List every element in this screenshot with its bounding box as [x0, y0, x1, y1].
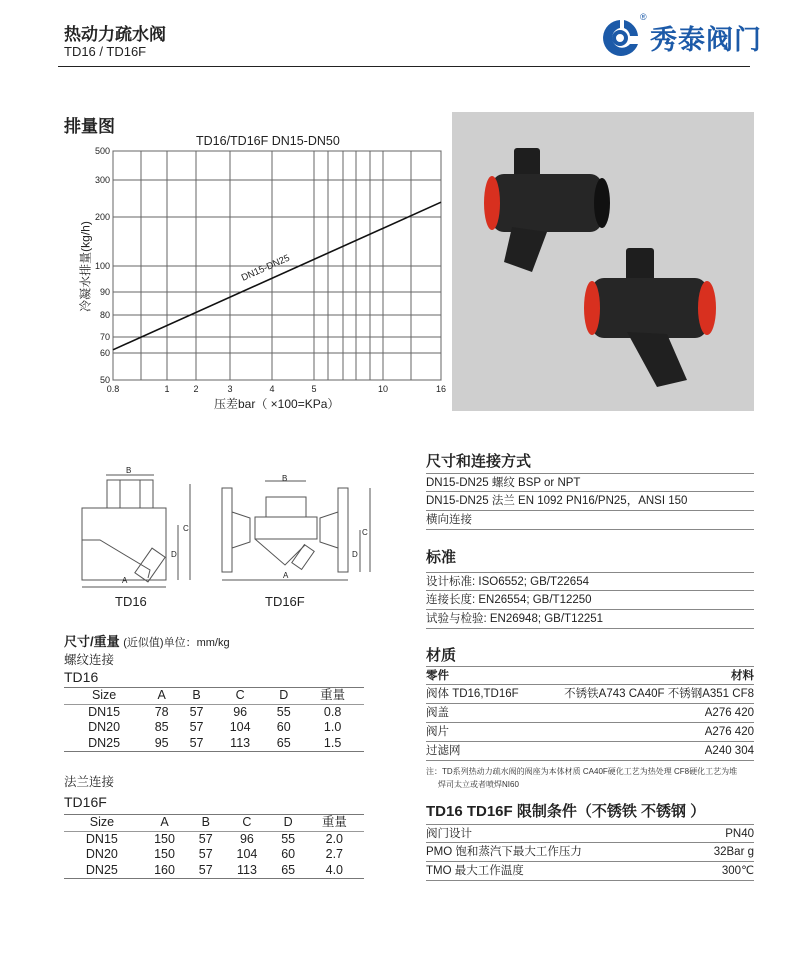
dimension-drawings [60, 450, 380, 620]
column-header: Size [89, 815, 115, 829]
materials-table [426, 666, 754, 791]
column-header: B [192, 688, 201, 702]
column-header: D [283, 815, 293, 829]
table-row [64, 847, 364, 863]
table-cell: 4.0 [325, 862, 344, 877]
row-value: A276 420 [704, 726, 754, 738]
table-row [64, 831, 364, 847]
x-tick-label: 0.8 [106, 384, 120, 394]
x-tick-label: 3 [227, 384, 233, 394]
standards-list [426, 572, 754, 629]
table-cell: 85 [154, 720, 169, 734]
table-cell: 160 [154, 862, 175, 877]
table-header-row [64, 688, 364, 705]
threaded-model: TD16 [64, 669, 99, 685]
dim-a-td16f: A [283, 571, 289, 580]
materials-header-part: 零件 [426, 670, 449, 682]
registered-mark: ® [640, 12, 647, 22]
column-header: A [157, 688, 166, 702]
row-value: 300℃ [721, 865, 754, 877]
table-row [426, 723, 754, 742]
limits-title: TD16 TD16F 限制条件（不锈铁 不锈钢 ） [426, 803, 706, 820]
dim-c-td16: C [183, 524, 189, 533]
table-cell: 55 [281, 831, 296, 846]
flanged-label: 法兰连接 [64, 775, 115, 789]
x-tick-label: 4 [269, 384, 275, 394]
y-tick-label: 60 [99, 348, 110, 358]
column-header: Size [91, 688, 117, 702]
product-photo [452, 112, 754, 411]
x-tick-label: 5 [311, 384, 317, 394]
table-cell: 65 [276, 735, 291, 750]
discharge-chart [0, 0, 460, 420]
table-cell: 60 [276, 720, 291, 734]
table-row [426, 862, 754, 881]
x-tick-label: 2 [193, 384, 199, 394]
series-label: DN15-DN25 [239, 252, 292, 284]
standard-item: 设计标准: ISO6552; GB/T22654 [426, 572, 754, 591]
table-row [426, 824, 754, 843]
table-cell: 113 [230, 735, 251, 750]
table-cell: 57 [198, 831, 213, 846]
standard-item: 连接长度: EN26554; GB/T12250 [426, 591, 754, 610]
table-cell: 2.7 [325, 847, 344, 861]
table-cell: 55 [276, 704, 291, 719]
chart-section-title: 排量图 [64, 117, 115, 136]
row-label: 过滤网 [426, 745, 461, 757]
threaded-table [64, 687, 364, 752]
limits-table [426, 824, 754, 881]
td16f-drawing-label: TD16F [265, 594, 305, 609]
table-row [426, 704, 754, 723]
table-cell: DN20 [85, 847, 118, 861]
table-cell: 65 [281, 862, 296, 877]
valve-photo-icon [452, 112, 754, 411]
table-cell: 57 [198, 847, 213, 861]
dimensions-unit-note: (近似值)单位：mm/kg [123, 637, 230, 649]
column-header: C [235, 688, 245, 702]
flanged-table [64, 814, 364, 879]
row-label: 阀体 TD16,TD16F [426, 688, 519, 700]
y-tick-label: 100 [94, 261, 110, 271]
table-cell: 95 [154, 735, 169, 750]
y-tick-label: 200 [94, 212, 110, 222]
table-cell: 0.8 [323, 704, 342, 719]
dim-b-td16f: B [282, 474, 288, 483]
column-header: 重量 [320, 688, 346, 702]
flanged-model: TD16F [64, 794, 107, 810]
dim-d-td16f: D [352, 550, 358, 559]
table-cell: 57 [189, 720, 204, 734]
dim-c-td16f: C [362, 528, 368, 537]
document-title: 热动力疏水阀 [64, 25, 166, 44]
table-row [426, 685, 754, 704]
table-cell: 96 [239, 831, 254, 846]
table-row [64, 863, 364, 879]
table-cell: 2.0 [325, 831, 344, 846]
y-tick-label: 90 [99, 287, 110, 297]
materials-header-material: 材料 [731, 670, 754, 682]
column-header: A [160, 815, 169, 829]
table-cell: 57 [189, 704, 204, 719]
column-header: D [279, 688, 289, 702]
x-tick-label: 10 [377, 384, 389, 394]
table-cell: DN15 [88, 704, 121, 719]
table-cell: 104 [236, 847, 258, 861]
standard-item: 试验与检验: EN26948; GB/T12251 [426, 610, 754, 629]
row-value: PN40 [725, 828, 754, 840]
y-tick-label: 50 [99, 375, 110, 385]
y-tick-label: 80 [99, 310, 110, 320]
row-label: 阀盖 [426, 707, 449, 719]
x-tick-label: 16 [435, 384, 447, 394]
row-value: A276 420 [704, 707, 754, 719]
table-row [426, 742, 754, 761]
table-cell: 57 [189, 735, 204, 750]
chart-title: TD16/TD16F DN15-DN50 [196, 134, 340, 148]
row-label: PMO 饱和蒸汽下最大工作压力 [426, 846, 582, 858]
connections-title: 尺寸和连接方式 [426, 453, 532, 470]
row-label: TMO 最大工作温度 [426, 865, 524, 877]
row-label: 阀片 [426, 726, 449, 738]
dim-b-td16: B [126, 466, 132, 475]
table-cell: DN15 [85, 831, 118, 846]
table-row [64, 704, 364, 720]
x-tick-label: 1 [164, 384, 170, 394]
td16-drawing [82, 475, 190, 587]
y-tick-label: 500 [94, 146, 110, 156]
threaded-label: 螺纹连接 [64, 653, 115, 667]
model-subtitle: TD16 / TD16F [64, 44, 147, 59]
connection-item: 横向连接 [426, 511, 754, 530]
table-header-row [64, 815, 364, 832]
table-row [64, 736, 364, 752]
table-cell: 96 [233, 704, 248, 719]
dim-a-td16: A [122, 576, 128, 585]
table-row [426, 843, 754, 862]
materials-note-cont: 焊司太立或者喷焊NI60 [438, 780, 519, 789]
column-header: B [201, 815, 210, 829]
dimensions-title: 尺寸/重量 [64, 634, 120, 649]
row-value: 32Bar g [713, 846, 754, 858]
td16-drawing-label: TD16 [115, 594, 147, 609]
table-cell: 150 [154, 831, 175, 846]
brand-name: 秀泰阀门 [650, 25, 762, 55]
standards-title: 标准 [426, 549, 457, 566]
row-label: 阀门设计 [426, 828, 472, 840]
table-cell: DN25 [85, 862, 118, 877]
row-value: A240 304 [704, 745, 754, 757]
connection-item: DN15-DN25 螺纹 BSP or NPT [426, 473, 754, 492]
y-tick-label: 70 [99, 332, 110, 342]
table-cell: 57 [198, 862, 213, 877]
materials-note: 注：TD系列热动力疏水阀的阀座为本体材质 CA40F硬化工艺为热处理 CF8硬化工艺为堆 [426, 767, 738, 776]
table-cell: 150 [154, 847, 175, 861]
table-cell: 1.0 [323, 720, 342, 734]
table-cell: 1.5 [323, 735, 342, 750]
chart-x-label: 压差bar（ ×100=KPa） [214, 397, 340, 411]
chart-y-label: 冷凝水排量(kg/h) [78, 221, 93, 312]
table-cell: 104 [229, 720, 251, 734]
row-value: 不锈铁A743 CA40F 不锈钢A351 CF8 [564, 688, 754, 700]
connections-list [426, 473, 754, 530]
table-cell: 113 [236, 862, 257, 877]
column-header: 重量 [321, 815, 347, 829]
table-cell: DN25 [88, 735, 121, 750]
table-cell: DN20 [88, 720, 121, 734]
connection-item: DN15-DN25 法兰 EN 1092 PN16/PN25，ANSI 150 [426, 492, 754, 511]
dim-d-td16: D [171, 550, 177, 559]
td16f-drawing [222, 481, 370, 580]
table-cell: 60 [281, 847, 296, 861]
materials-title: 材质 [426, 647, 457, 664]
series-line [113, 202, 441, 350]
column-header: C [242, 815, 252, 829]
y-tick-label: 300 [94, 175, 110, 185]
table-row [64, 720, 364, 736]
table-cell: 78 [154, 704, 169, 719]
